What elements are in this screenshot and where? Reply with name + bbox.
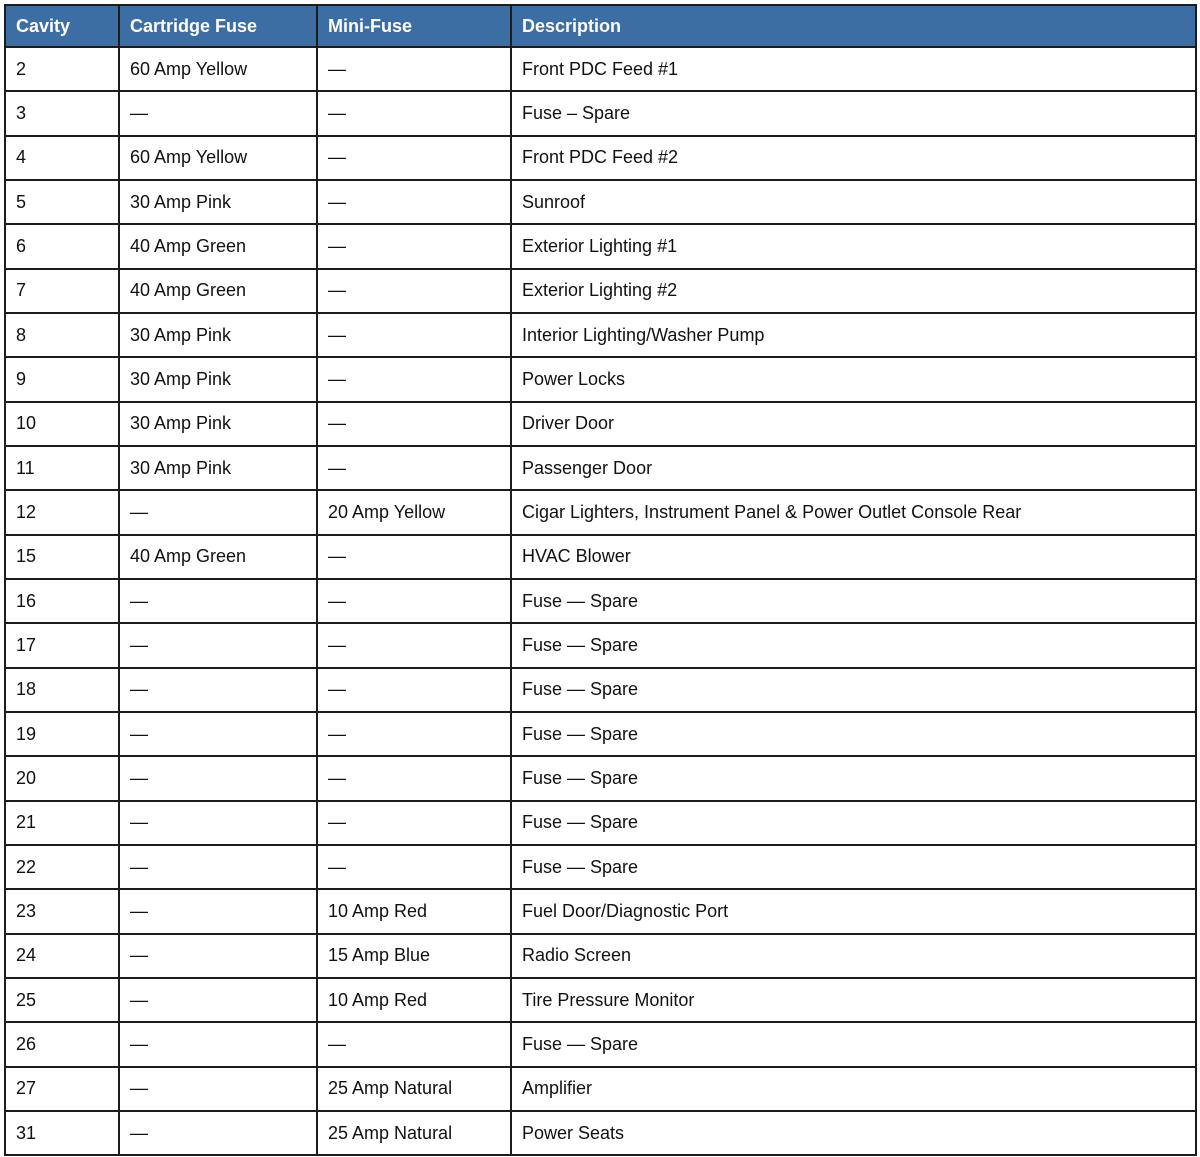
mini-fuse-cell: —	[317, 402, 511, 446]
mini-fuse-cell: —	[317, 623, 511, 667]
description-cell: Tire Pressure Monitor	[511, 978, 1196, 1022]
description-cell: Fuse — Spare	[511, 756, 1196, 800]
cartridge-fuse-cell: —	[119, 1022, 317, 1066]
description-cell: Front PDC Feed #2	[511, 136, 1196, 180]
table-row	[5, 357, 1196, 401]
table-row	[5, 801, 1196, 845]
cavity-cell: 8	[5, 313, 119, 357]
description-cell: Fuse — Spare	[511, 845, 1196, 889]
cavity-cell: 26	[5, 1022, 119, 1066]
mini-fuse-cell: 15 Amp Blue	[317, 934, 511, 978]
cavity-cell: 31	[5, 1111, 119, 1155]
cartridge-fuse-cell: 40 Amp Green	[119, 224, 317, 268]
table-row	[5, 889, 1196, 933]
cartridge-fuse-cell: 60 Amp Yellow	[119, 47, 317, 91]
table-row	[5, 579, 1196, 623]
mini-fuse-cell: —	[317, 136, 511, 180]
description-cell: Exterior Lighting #2	[511, 269, 1196, 313]
table-row	[5, 1111, 1196, 1155]
description-cell: Fuse — Spare	[511, 579, 1196, 623]
description-cell: Radio Screen	[511, 934, 1196, 978]
cavity-cell: 24	[5, 934, 119, 978]
cavity-cell: 2	[5, 47, 119, 91]
cavity-cell: 12	[5, 490, 119, 534]
table-row	[5, 180, 1196, 224]
cartridge-fuse-cell: 60 Amp Yellow	[119, 136, 317, 180]
cavity-cell: 9	[5, 357, 119, 401]
mini-fuse-cell: —	[317, 668, 511, 712]
description-cell: HVAC Blower	[511, 535, 1196, 579]
table-row	[5, 756, 1196, 800]
cartridge-fuse-cell: —	[119, 91, 317, 135]
cartridge-fuse-cell: 40 Amp Green	[119, 269, 317, 313]
description-cell: Power Locks	[511, 357, 1196, 401]
cavity-cell: 20	[5, 756, 119, 800]
table-row	[5, 490, 1196, 534]
header-row	[5, 5, 1196, 47]
cartridge-fuse-cell: —	[119, 845, 317, 889]
description-cell: Fuse — Spare	[511, 668, 1196, 712]
cartridge-fuse-cell: —	[119, 801, 317, 845]
cartridge-fuse-cell: 40 Amp Green	[119, 535, 317, 579]
cavity-cell: 4	[5, 136, 119, 180]
cavity-cell: 6	[5, 224, 119, 268]
table-row	[5, 1022, 1196, 1066]
cavity-cell: 16	[5, 579, 119, 623]
cartridge-fuse-cell: —	[119, 712, 317, 756]
description-cell: Passenger Door	[511, 446, 1196, 490]
cavity-cell: 23	[5, 889, 119, 933]
header-cavity: Cavity	[5, 5, 119, 47]
table-row	[5, 623, 1196, 667]
cartridge-fuse-cell: 30 Amp Pink	[119, 313, 317, 357]
mini-fuse-cell: —	[317, 313, 511, 357]
mini-fuse-cell: —	[317, 1022, 511, 1066]
table-header	[5, 5, 1196, 47]
mini-fuse-cell: 10 Amp Red	[317, 978, 511, 1022]
description-cell: Exterior Lighting #1	[511, 224, 1196, 268]
table-row	[5, 313, 1196, 357]
mini-fuse-cell: —	[317, 756, 511, 800]
mini-fuse-cell: —	[317, 357, 511, 401]
cavity-cell: 3	[5, 91, 119, 135]
cavity-cell: 19	[5, 712, 119, 756]
mini-fuse-cell: —	[317, 91, 511, 135]
description-cell: Sunroof	[511, 180, 1196, 224]
table-row	[5, 269, 1196, 313]
cavity-cell: 15	[5, 535, 119, 579]
description-cell: Amplifier	[511, 1067, 1196, 1111]
description-cell: Front PDC Feed #1	[511, 47, 1196, 91]
cartridge-fuse-cell: 30 Amp Pink	[119, 446, 317, 490]
header-description: Description	[511, 5, 1196, 47]
table-row	[5, 535, 1196, 579]
cartridge-fuse-cell: —	[119, 889, 317, 933]
cartridge-fuse-cell: —	[119, 668, 317, 712]
mini-fuse-cell: —	[317, 801, 511, 845]
cartridge-fuse-cell: —	[119, 490, 317, 534]
table-row	[5, 136, 1196, 180]
table-row	[5, 845, 1196, 889]
mini-fuse-cell: 10 Amp Red	[317, 889, 511, 933]
cavity-cell: 27	[5, 1067, 119, 1111]
cartridge-fuse-cell: —	[119, 1067, 317, 1111]
description-cell: Power Seats	[511, 1111, 1196, 1155]
cartridge-fuse-cell: —	[119, 623, 317, 667]
mini-fuse-cell: —	[317, 224, 511, 268]
cavity-cell: 22	[5, 845, 119, 889]
mini-fuse-cell: —	[317, 845, 511, 889]
description-cell: Fuel Door/Diagnostic Port	[511, 889, 1196, 933]
header-cartridge-fuse: Cartridge Fuse	[119, 5, 317, 47]
cavity-cell: 21	[5, 801, 119, 845]
description-cell: Fuse — Spare	[511, 623, 1196, 667]
cavity-cell: 17	[5, 623, 119, 667]
header-mini-fuse: Mini-Fuse	[317, 5, 511, 47]
table-row	[5, 1067, 1196, 1111]
mini-fuse-cell: 20 Amp Yellow	[317, 490, 511, 534]
description-cell: Fuse — Spare	[511, 1022, 1196, 1066]
description-cell: Fuse – Spare	[511, 91, 1196, 135]
description-cell: Cigar Lighters, Instrument Panel & Power Outlet Console Rear	[511, 490, 1196, 534]
fuse-table	[4, 4, 1197, 1156]
mini-fuse-cell: —	[317, 446, 511, 490]
cartridge-fuse-cell: —	[119, 1111, 317, 1155]
table-row	[5, 91, 1196, 135]
cavity-cell: 5	[5, 180, 119, 224]
mini-fuse-cell: —	[317, 535, 511, 579]
table-row	[5, 47, 1196, 91]
description-cell: Fuse — Spare	[511, 801, 1196, 845]
cavity-cell: 10	[5, 402, 119, 446]
table-body	[5, 47, 1196, 1155]
cartridge-fuse-cell: 30 Amp Pink	[119, 180, 317, 224]
mini-fuse-cell: —	[317, 712, 511, 756]
mini-fuse-cell: —	[317, 269, 511, 313]
description-cell: Driver Door	[511, 402, 1196, 446]
mini-fuse-cell: 25 Amp Natural	[317, 1067, 511, 1111]
cavity-cell: 18	[5, 668, 119, 712]
description-cell: Interior Lighting/Washer Pump	[511, 313, 1196, 357]
mini-fuse-cell: —	[317, 180, 511, 224]
table-row	[5, 978, 1196, 1022]
description-cell: Fuse — Spare	[511, 712, 1196, 756]
cartridge-fuse-cell: —	[119, 978, 317, 1022]
table-row	[5, 668, 1196, 712]
cartridge-fuse-cell: 30 Amp Pink	[119, 357, 317, 401]
cartridge-fuse-cell: 30 Amp Pink	[119, 402, 317, 446]
cartridge-fuse-cell: —	[119, 756, 317, 800]
mini-fuse-cell: —	[317, 47, 511, 91]
table-row	[5, 224, 1196, 268]
cartridge-fuse-cell: —	[119, 934, 317, 978]
cavity-cell: 7	[5, 269, 119, 313]
cavity-cell: 11	[5, 446, 119, 490]
mini-fuse-cell: —	[317, 579, 511, 623]
cartridge-fuse-cell: —	[119, 579, 317, 623]
table-row	[5, 402, 1196, 446]
mini-fuse-cell: 25 Amp Natural	[317, 1111, 511, 1155]
cavity-cell: 25	[5, 978, 119, 1022]
table-row	[5, 934, 1196, 978]
table-row	[5, 446, 1196, 490]
table-row	[5, 712, 1196, 756]
